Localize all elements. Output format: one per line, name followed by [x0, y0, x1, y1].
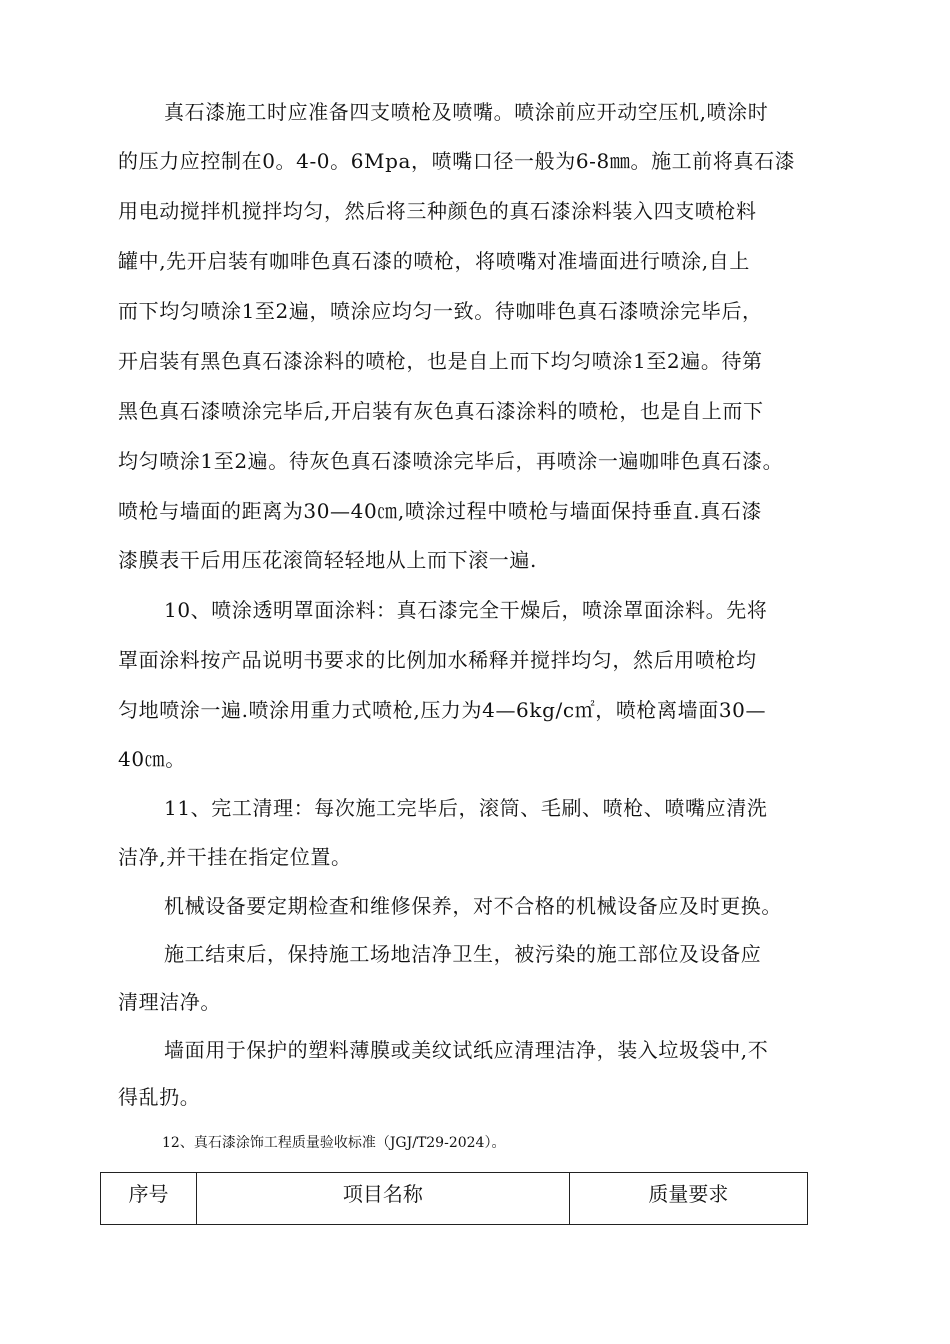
text-line: 真石漆施工时应准备四支喷枪及喷嘴。喷涂前应开动空压机,喷涂时	[164, 100, 769, 124]
text-line: 用电动搅拌机搅拌均匀，然后将三种颜色的真石漆涂料装入四支喷枪料	[118, 199, 757, 223]
header-cell-quality-requirement: 质量要求	[569, 1173, 807, 1225]
text-line: 墙面用于保护的塑料薄膜或美纹试纸应清理洁净，装入垃圾袋中,不	[164, 1038, 769, 1062]
text-line: 10、喷涂透明罩面涂料：真石漆完全干燥后，喷涂罩面涂料。先将	[164, 598, 768, 622]
table-caption: 12、真石漆涂饰工程质量验收标准（JGJ/T29-2024）。	[162, 1135, 506, 1151]
text-line: 而下均匀喷涂1至2遍，喷涂应均匀一致。待咖啡色真石漆喷涂完毕后，	[118, 299, 763, 323]
text-line: 11、完工清理：每次施工完毕后，滚筒、毛刷、喷枪、喷嘴应清洗	[164, 796, 768, 820]
text-line: 均匀喷涂1至2遍。待灰色真石漆喷涂完毕后，再喷涂一遍咖啡色真石漆。	[118, 449, 784, 473]
header-cell-item-name: 项目名称	[197, 1173, 570, 1225]
text-line: 罩面涂料按产品说明书要求的比例加水稀释并搅拌均匀，然后用喷枪均	[118, 648, 757, 672]
text-line: 40㎝。	[118, 747, 186, 771]
quality-standard-table	[100, 1172, 808, 1225]
text-line: 罐中,先开启装有咖啡色真石漆的喷枪，将喷嘴对准墙面进行喷涂,自上	[118, 249, 750, 273]
header-cell-index: 序号	[101, 1173, 197, 1225]
text-line: 黑色真石漆喷涂完毕后,开启装有灰色真石漆涂料的喷枪，也是自上而下	[118, 399, 764, 423]
text-line: 的压力应控制在0。4-0。6Mpa，喷嘴口径一般为6-8㎜。施工前将真石漆	[118, 149, 796, 173]
text-line: 匀地喷涂一遍.喷涂用重力式喷枪,压力为4—6kg/c㎡，喷枪离墙面30—	[118, 698, 767, 722]
text-line: 喷枪与墙面的距离为30—40㎝,喷涂过程中喷枪与墙面保持垂直.真石漆	[118, 499, 763, 523]
text-line: 洁净,并干挂在指定位置。	[118, 845, 352, 869]
text-line: 机械设备要定期检查和维修保养，对不合格的机械设备应及时更换。	[164, 894, 782, 918]
text-line: 漆膜表干后用压花滚筒轻轻地从上而下滚一遍.	[118, 548, 537, 572]
text-line: 得乱扔。	[118, 1085, 201, 1109]
text-line: 施工结束后，保持施工场地洁净卫生，被污染的施工部位及设备应	[164, 942, 762, 966]
text-line: 清理洁净。	[118, 990, 221, 1014]
table-header-row	[101, 1173, 808, 1225]
text-line: 开启装有黑色真石漆涂料的喷枪，也是自上而下均匀喷涂1至2遍。待第	[118, 349, 763, 373]
